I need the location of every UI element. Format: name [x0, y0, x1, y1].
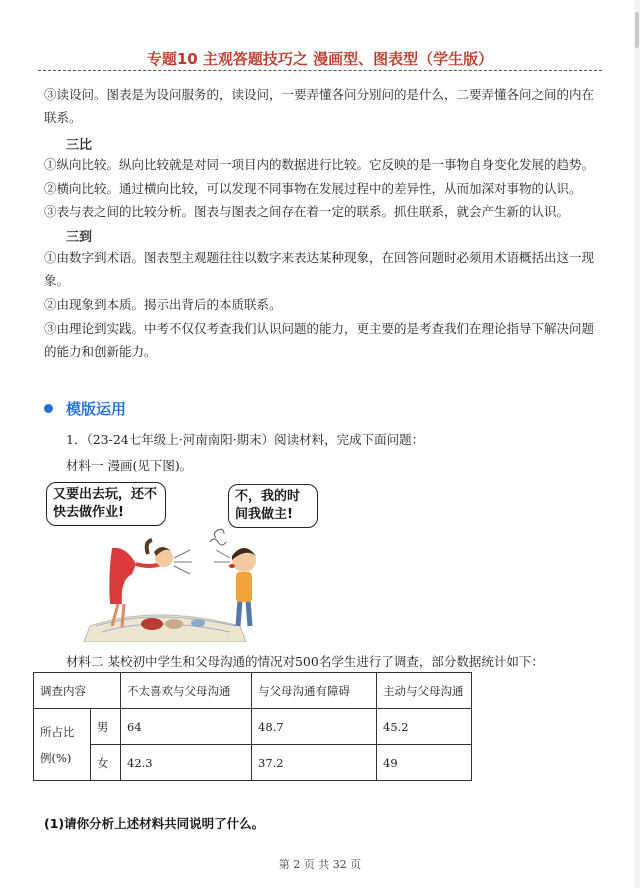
scrollbar-thumb[interactable] — [635, 12, 639, 48]
reach-line-3: ②由现象到本质。揭示出背后的本质联系。 — [44, 297, 282, 312]
intro-line-2: 联系。 — [44, 110, 82, 125]
table-cell: 48.7 — [252, 709, 377, 745]
table-cell: 42.3 — [121, 745, 252, 781]
header-divider — [38, 70, 602, 71]
row-label-top: 所占比 — [40, 724, 75, 739]
heading-three-reach: 三到 — [66, 230, 93, 245]
section-bullet-icon — [44, 404, 53, 413]
material-one-label: 材料一 漫画(见下图)。 — [66, 458, 193, 473]
table-cell: 45.2 — [377, 709, 472, 745]
table-row — [34, 745, 472, 781]
page-number: 第 2 页 共 32 页 — [278, 858, 362, 871]
page-title: 专题10 主观答题技巧之 漫画型、图表型（学生版） — [146, 50, 494, 68]
table-column-header: 主动与父母沟通 — [377, 673, 472, 709]
reach-line-1: ①由数字到术语。图表型主观题往往以数字来表达某种现象，在回答问题时必须用术语概括出这一现 — [44, 250, 595, 265]
reach-line-4: ③由理论到实践。中考不仅仅考查我们认识问题的能力，更主要的是考查我们在理论指导下解决问题 — [44, 321, 595, 336]
section-heading: 模版运用 — [66, 400, 127, 418]
reach-line-2: 象。 — [44, 273, 70, 288]
speech-bubble-mother: 又要出去玩，还不快去做作业! — [46, 482, 166, 526]
table-column-header: 不太喜欢与父母沟通 — [121, 673, 252, 709]
row-label-bottom: 例(%) — [40, 750, 72, 765]
table-gender-cell: 男 — [90, 709, 120, 745]
reach-line-5: 的能力和创新能力。 — [44, 344, 157, 359]
scrollbar[interactable] — [634, 0, 640, 888]
survey-table — [33, 672, 472, 781]
intro-line-1: ③读设问。图表是为设问服务的，读设问，一要弄懂各问分别问的是什么，二要弄懂各问之间的内在 — [44, 87, 595, 102]
table-row — [34, 709, 472, 745]
heading-three-compare: 三比 — [66, 138, 93, 153]
question-line: 1．（23-24七年级上·河南南阳·期末）阅读材料，完成下面问题： — [66, 432, 425, 447]
table-cell: 64 — [121, 709, 252, 745]
table-column-header: 与父母沟通有障碍 — [252, 673, 377, 709]
table-gender-cell: 女 — [90, 745, 120, 781]
table-cell: 37.2 — [252, 745, 377, 781]
table-header-label: 调查内容 — [34, 673, 121, 709]
material-two-label: 材料二 某校初中学生和父母沟通的情况对500名学生进行了调查，部分数据统计如下： — [66, 654, 544, 669]
sub-question: (1)请你分析上述材料共同说明了什么。 — [44, 816, 265, 831]
compare-item-1: ①纵向比较。纵向比较就是对同一项目内的数据进行比较。它反映的是一事物自身变化发展的趋势。 — [44, 157, 595, 172]
cartoon-illustration — [40, 476, 301, 642]
speech-bubble-child: 不，我的时间我做主! — [228, 484, 318, 528]
compare-item-3: ③表与表之间的比较分析。图表与图表之间存在着一定的联系。抓住联系，就会产生新的认识。 — [44, 204, 570, 219]
compare-item-2: ②横向比较。通过横向比较，可以发现不同事物在发展过程中的差异性，从而加深对事物的认识。 — [44, 181, 582, 196]
table-cell: 49 — [377, 745, 472, 781]
table-header-row — [34, 673, 472, 709]
table-row-label — [34, 709, 91, 781]
